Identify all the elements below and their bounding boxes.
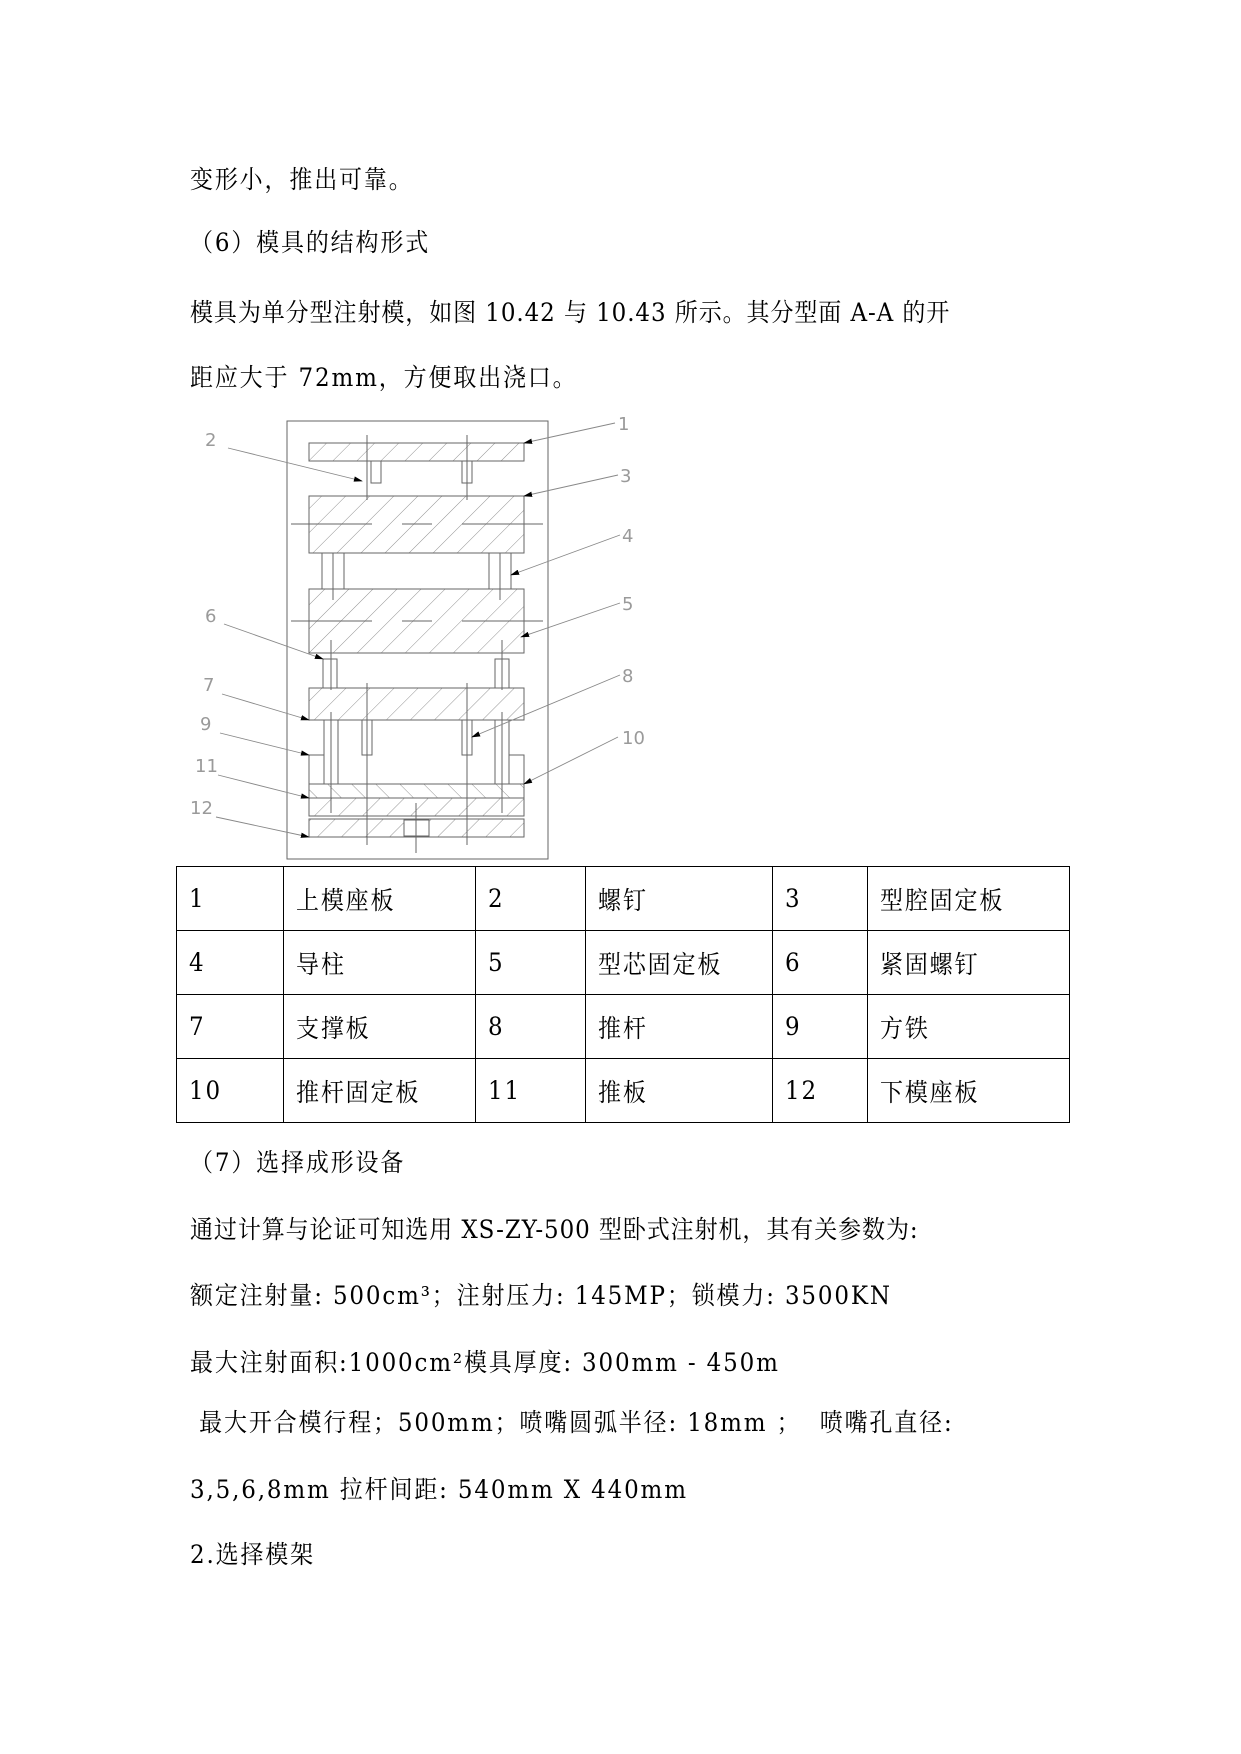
section-heading: （7）选择成形设备 [190, 1148, 406, 1177]
part-ejector-retainer-plate [309, 784, 524, 798]
callout-label: 6 [205, 606, 217, 627]
paragraph-text: 变形小，推出可靠。 [190, 165, 414, 194]
part-name-cell: 下模座板 [868, 1059, 1070, 1123]
callout-label: 3 [620, 466, 632, 487]
mold-structure-drawing [0, 0, 1241, 870]
part-spacer-block [309, 755, 324, 784]
callout-label: 4 [622, 526, 634, 547]
part-number-cell: 9 [773, 995, 868, 1059]
part-name-cell: 推杆 [586, 995, 773, 1059]
paragraph-text: 3,5,6,8mm 拉杆间距: 540mm X 440mm [190, 1475, 688, 1504]
part-name-cell: 紧固螺钉 [868, 931, 1070, 995]
table-row [177, 1059, 1070, 1123]
paragraph-text: 最大注射面积:1000cm²模具厚度: 300mm - 450m [190, 1348, 780, 1377]
parts-table [176, 866, 1070, 1123]
part-number-cell: 5 [476, 931, 586, 995]
callout-label: 10 [622, 728, 645, 749]
part-number-cell: 8 [476, 995, 586, 1059]
part-support-plate [309, 688, 524, 720]
callout-label: 9 [200, 714, 212, 735]
part-name-cell: 方铁 [868, 995, 1070, 1059]
part-number-cell: 10 [177, 1059, 284, 1123]
part-number-cell: 1 [177, 867, 284, 931]
paragraph-text: 模具为单分型注射模，如图 10.42 与 10.43 所示。其分型面 A-A 的开 [190, 298, 951, 327]
part-spacer-block [509, 755, 524, 784]
section-heading: （6）模具的结构形式 [190, 228, 431, 257]
callout-label: 5 [622, 594, 634, 615]
table-row [177, 867, 1070, 931]
table-row [177, 995, 1070, 1059]
part-number-cell: 7 [177, 995, 284, 1059]
part-fastening-screw [323, 659, 337, 688]
paragraph-text: 最大开合模行程；500mm；喷嘴圆弧半径: 18mm ； 喷嘴孔直径: [190, 1408, 954, 1437]
table-row [177, 931, 1070, 995]
part-number-cell: 12 [773, 1059, 868, 1123]
callout-label: 8 [622, 666, 634, 687]
callout-label: 1 [618, 414, 630, 435]
part-number-cell: 3 [773, 867, 868, 931]
paragraph-text: 额定注射量: 500cm³；注射压力: 145MP；锁模力: 3500KN [190, 1281, 892, 1310]
part-top-clamp-plate [309, 443, 524, 461]
section-heading: 2.选择模架 [190, 1540, 315, 1569]
part-name-cell: 推杆固定板 [284, 1059, 476, 1123]
part-name-cell: 支撑板 [284, 995, 476, 1059]
part-number-cell: 11 [476, 1059, 586, 1123]
part-number-cell: 6 [773, 931, 868, 995]
part-number-cell: 4 [177, 931, 284, 995]
callout-label: 12 [190, 798, 213, 819]
part-name-cell: 推板 [586, 1059, 773, 1123]
paragraph-text: 距应大于 72mm，方便取出浇口。 [190, 363, 578, 392]
part-name-cell: 型腔固定板 [868, 867, 1070, 931]
part-name-cell: 上模座板 [284, 867, 476, 931]
callout-label: 2 [205, 430, 217, 451]
callout-label: 7 [203, 675, 215, 696]
part-number-cell: 2 [476, 867, 586, 931]
part-name-cell: 螺钉 [586, 867, 773, 931]
paragraph-text: 通过计算与论证可知选用 XS-ZY-500 型卧式注射机，其有关参数为: [190, 1215, 919, 1244]
part-name-cell: 导柱 [284, 931, 476, 995]
callout-label: 11 [195, 756, 218, 777]
part-screw [371, 461, 381, 483]
part-name-cell: 型芯固定板 [586, 931, 773, 995]
